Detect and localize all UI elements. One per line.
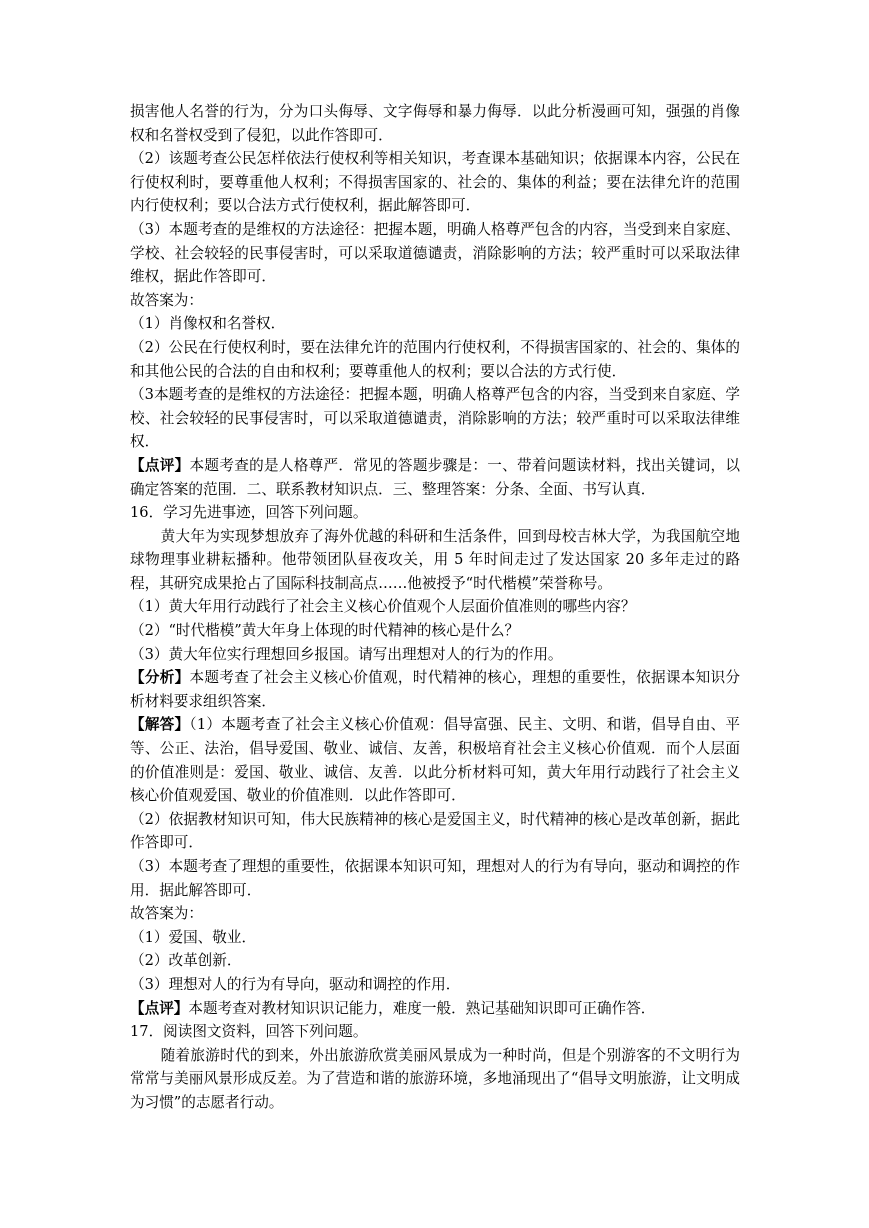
document-body [130, 100, 740, 1115]
answer-text-line: 损害他人名誉的行为，分为口头侮辱、文字侮辱和暴力侮辱．以此分析漫画可知，强强的肖像权和名誉权受到了侵犯，以此作答即可． [130, 103, 740, 144]
question-16-part-1: （1）黄大年用行动践行了社会主义核心价值观个人层面价值准则的哪些内容？ [130, 598, 636, 616]
question-16-part-2: （2）“时代楷模”黄大年身上体现的时代精神的核心是什么？ [130, 622, 520, 640]
question-16-title: 16．学习先进事迹，回答下列问题。 [130, 504, 368, 522]
answer-item-3: （3本题考查的是维权的方法途径：把握本题，明确人格尊严包含的内容，当受到来自家庭、学校、社会较轻的民事侵害时，可以采取道德谴责，消除影响的方法；较严重时可以采取法律维权． [130, 386, 740, 451]
analysis-paragraph [130, 666, 740, 713]
solution-part-3: （3）本题考查了理想的重要性，依据课本知识可知，理想对人的行为有导向，驱动和调控的作用．据此解答即可． [130, 858, 740, 899]
analysis-paragraph-3: （3）本题考查的是维权的方法途径：把握本题，明确人格尊严包含的内容，当受到来自家庭、学校、社会较轻的民事侵害时，可以采取道德谴责，消除影响的方法；较严重时可以采取法律维权，据此作答即可． [130, 220, 740, 286]
solution-text: （1）本题考查了社会主义核心价值观：倡导富强、民主、文明、和谐，倡导自由、平等、公正、法治，倡导爱国、敬业、诚信、友善，积极培育社会主义核心价值观．而个人层面的价值准则是：爱国、敬业、诚信、友善．以此分析材料可知，黄大年用行动践行了社会主义核心价值观爱国、敬业的价值准则．以此作答即可． [130, 716, 740, 805]
analysis-text: 本题考查了社会主义核心价值观，时代精神的核心，理想的重要性，依据课本知识分析材料要求组织答案． [130, 669, 740, 710]
comment-paragraph-16 [130, 997, 740, 1021]
comment-text-16: 本题考查对教材知识识记能力，难度一般．熟记基础知识即可正确作答． [188, 999, 656, 1017]
answer-heading: 故答案为： [130, 291, 203, 309]
question-16-part-3: （3）黄大年位实行理想回乡报国。请写出理想对人的行为的作用。 [130, 645, 563, 663]
comment-paragraph [130, 454, 740, 501]
answer-heading-16: 故答案为： [130, 905, 203, 923]
solution-part-2: （2）依据教材知识可知，伟大民族精神的核心是爱国主义，时代精神的核心是改革创新，据此作答即可． [130, 810, 740, 852]
question-17-material: 随着旅游时代的到来，外出旅游欣赏美丽风景成为一种时尚，但是个别游客的不文明行为常常与美丽风景形成反差。为了营造和谐的旅游环境，多地涌现出了“倡导文明旅游，让文明成为习惯”的志愿者行动。 [130, 1046, 740, 1111]
answer-item-2: （2）公民在行使权利时，要在法律允许的范围内行使权利，不得损害国家的、社会的、集体的和其他公民的合法的自由和权利；要尊重他人的权利；要以合法的方式行使． [130, 338, 740, 380]
analysis-paragraph-2: （2）该题考查公民怎样依法行使权利等相关知识，考查课本基础知识；依据课本内容，公民在行使权利时，要尊重他人权利；不得损害国家的、社会的、集体的利益；要在法律允许的范围内行使权利；要以合法方式行使权利，据此解答即可． [130, 150, 740, 215]
solution-paragraph [130, 713, 740, 807]
solution-tag: 【解答】 [130, 716, 190, 734]
answer-16-item-2: （2）改革创新． [130, 952, 242, 970]
answer-item-1: （1）肖像权和名誉权． [130, 315, 286, 333]
comment-text: 本题考查的是人格尊严．常见的答题步骤是：一、带着问题读材料，找出关键词，以确定答案的范围．二、联系教材知识点．三、整理答案：分条、全面、书写认真． [130, 456, 740, 498]
question-16-material: 黄大年为实现梦想放弃了海外优越的科研和生活条件，回到母校吉林大学，为我国航空地球物理事业耕耘播种。他带领团队昼夜攻关，用 5 年时间走过了发达国家 20 多年走过的路程，其研究成果抢占了国际科技制高点……他被授予“时代楷模”荣誉称号。 [130, 527, 740, 592]
comment-tag-16: 【点评】 [130, 999, 189, 1017]
answer-16-item-3: （3）理想对人的行为有导向，驱动和调控的作用． [130, 975, 461, 993]
analysis-tag: 【分析】 [130, 669, 190, 687]
question-17-title: 17．阅读图文资料，回答下列问题。 [130, 1023, 368, 1041]
answer-16-item-1: （1）爱国、敬业． [130, 928, 257, 946]
comment-tag: 【点评】 [130, 456, 190, 474]
